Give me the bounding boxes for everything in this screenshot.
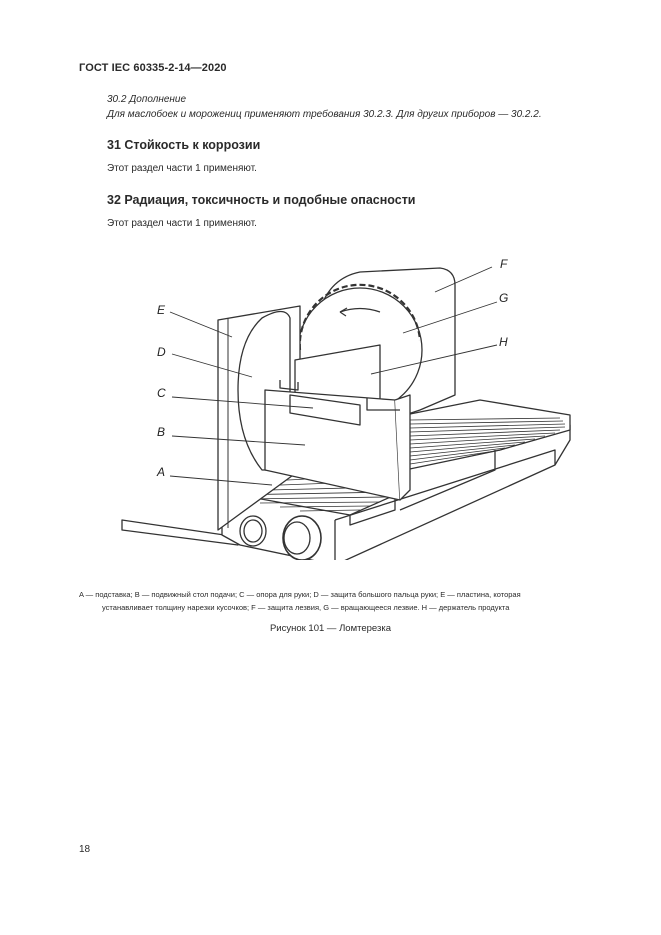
figure-label-H: H	[499, 335, 508, 349]
figure-caption: Рисунок 101 — Ломтерезка	[269, 623, 392, 634]
section-31-heading: 31 Стойкость к коррозии	[107, 138, 261, 152]
section-32-heading: 32 Радиация, токсичность и подобные опасности	[107, 193, 416, 207]
section-32-text: Этот раздел части 1 применяют.	[107, 218, 257, 229]
subsection-title: 30.2 Дополнение	[107, 94, 187, 105]
figure-label-A: A	[157, 465, 166, 479]
page-number: 18	[79, 844, 91, 855]
bread-slicer-figure	[110, 250, 580, 560]
figure-label-B: B	[157, 425, 166, 439]
section-31-text: Этот раздел части 1 применяют.	[107, 163, 257, 174]
legend-line-1: A — подставка; B — подвижный стол подачи; C — опора для руки; D — защита большого пальца руки; E — пластина, которая	[79, 590, 521, 599]
figure-legend	[79, 589, 589, 614]
standard-number: ГОСТ IEC 60335-2-14—2020	[79, 62, 227, 74]
figure-label-F: F	[500, 257, 508, 271]
subsection-text: Для маслобоек и морожениц применяют требования 30.2.3. Для других приборов — 30.2.2.	[107, 109, 542, 120]
figure-label-D: D	[157, 345, 166, 359]
figure-label-G: G	[499, 291, 509, 305]
figure-label-E: E	[157, 303, 166, 317]
legend-line-2: устанавливает толщину нарезки кусочков; F — защита лезвия, G — вращающееся лезвие. H — держатель продукта	[102, 602, 510, 612]
figure-label-C: C	[157, 386, 166, 400]
